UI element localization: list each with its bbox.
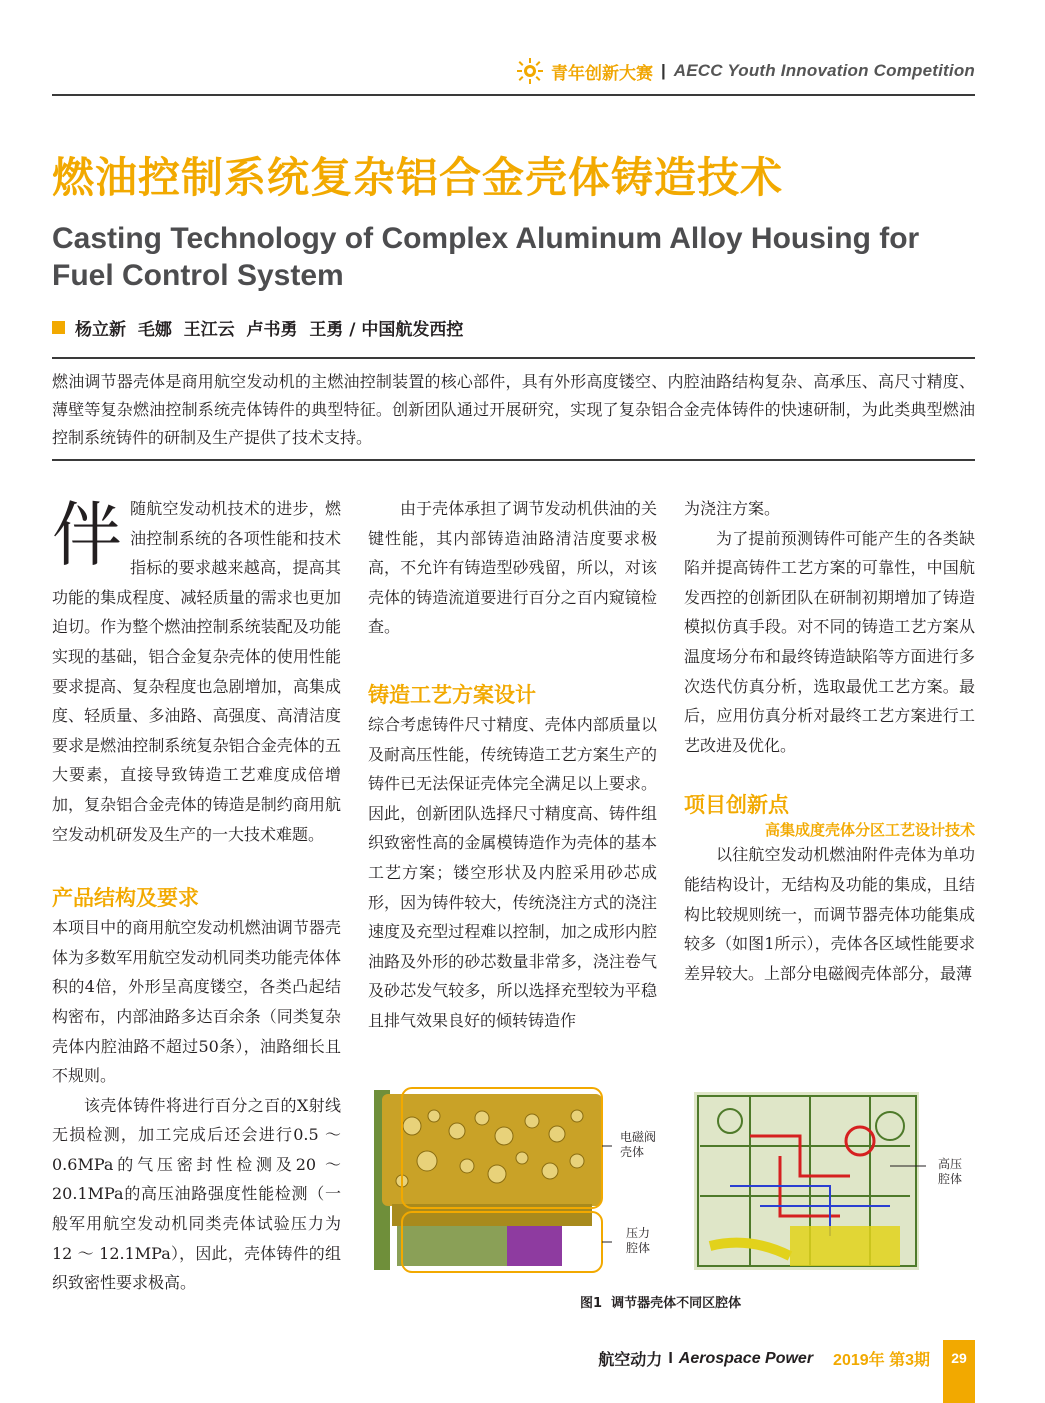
sun-logo-icon <box>517 58 543 84</box>
subheading-zoning-design: 高集成度壳体分区工艺设计技术 <box>764 821 975 840</box>
header-rule <box>52 94 975 96</box>
abstract: 燃油调节器壳体是商用航空发动机的主燃油控制装置的核心部件，具有外形高度镂空、内腔油路结构复杂、高承压、高尺寸精度、薄壁等复杂燃油控制系统壳体铸件的典型特征。创新团队通过开展研究，实现了复杂铝合金壳体铸件的快速研制，为此类典型燃油控制系统铸件的研制及生产提供了技术支持。 <box>52 372 975 447</box>
label-pressure-chamber: 压力 腔体 <box>626 1226 651 1255</box>
issue-info: 2019年 第3期 <box>833 1352 930 1369</box>
figure-housing-cad-left <box>372 1086 612 1276</box>
authors-line <box>52 315 463 340</box>
label-solenoid-housing: 电磁阀 壳体 <box>620 1130 657 1159</box>
paragraph: 综合考虑铸件尺寸精度、壳体内部质量以及耐高压性能，传统铸造工艺方案生产的铸件已无法保证壳体完全满足以上要求。因此，创新团队选择尺寸精度高、铸件组织致密性高的金属模铸造作为壳体的基本工艺方案；镂空形状及内腔采用砂芯成形，因为铸件较大，传统浇注方式的浇注速度及充型过程难以控制，加之成形内腔油路及外形的砂芯数量非常多，浇注卷气及砂芯发气较多，所以选择充型较为平稳且排气效果良好的倾转铸造作 <box>368 714 657 1030</box>
heading-product-structure: 产品结构及要求 <box>52 886 199 911</box>
paragraph: 由于壳体承担了调节发动机供油的关键性能，其内部铸造油路清洁度要求极高，不允许有铸造型砂残留，所以，对该壳体的铸造流道要进行百分之百内窥镜检查。 <box>368 499 657 637</box>
column-1 <box>52 494 341 1298</box>
page-number: 29 <box>943 1340 975 1403</box>
header-separator: | <box>660 61 666 80</box>
footer-separator: I <box>668 1349 673 1367</box>
paragraph: 该壳体铸件将进行百分之百的X射线无损检测，加工完成后还会进行0.5 ～ 0.6MPa的气压密封性检测及20 ～ 20.1MPa的高压油路强度性能检测（一般军用航空发动机同类壳体试验压力为12 ～ 12.1MPa），因此，壳体铸件的组织致密性要求极高。 <box>52 1095 341 1293</box>
paragraph: 以往航空发动机燃油附件壳体为单功能结构设计，无结构及功能的集成，且结构比较规则统一，而调节器壳体功能集成较多（如图1所示），壳体各区域性能要求差异较大。上部分电磁阀壳体部分，最薄 <box>684 845 975 983</box>
header-en: AECC Youth Innovation Competition <box>673 61 975 80</box>
section-header <box>517 58 975 84</box>
article-title-cn: 燃油控制系统复杂铝合金壳体铸造技术 <box>52 153 784 202</box>
journal-name-en: Aerospace Power <box>678 1349 814 1367</box>
authors: 杨立新 毛娜 王江云 卢书勇 王勇 / 中国航发西控 <box>75 320 464 340</box>
figure-caption: 图1 调节器壳体不同区腔体 <box>580 1296 742 1311</box>
page-footer <box>598 1347 930 1370</box>
housing-render-right <box>690 1086 926 1276</box>
abstract-bottom-rule <box>52 459 975 461</box>
heading-innovation: 项目创新点 <box>684 793 789 818</box>
housing-render-left <box>372 1086 612 1276</box>
article-title-en: Casting Technology of Complex Aluminum Alloy Housing for Fuel Control System <box>52 222 920 292</box>
abstract-top-rule <box>52 357 975 359</box>
paragraph: 为了提前预测铸件可能产生的各类缺陷并提高铸件工艺方案的可靠性，中国航发西控的创新团队在研制初期增加了铸造模拟仿真手段。对不同的铸造工艺方案从温度场分布和最终铸造缺陷等方面进行多次迭代仿真分析，选取最优工艺方案。最后，应用仿真分析对最终工艺方案进行工艺改进及优化。 <box>684 528 975 755</box>
heading-casting-process: 铸造工艺方案设计 <box>368 682 536 707</box>
label-high-pressure-chamber: 高压 腔体 <box>938 1157 963 1186</box>
column-2 <box>368 494 657 1036</box>
drop-cap: 伴 <box>52 494 122 576</box>
header-cn: 青年创新大赛 <box>550 63 653 83</box>
intro-paragraph: 伴随航空发动机技术的进步，燃油控制系统的各项性能和技术指标的要求越来越高，提高其功能的集成程度、减轻质量的需求也更加迫切。作为整个燃油控制系统装配及功能实现的基础，铝合金复杂壳体的使用性能要求提高、复杂程度也急剧增加，高集成度、轻质量、多油路、高强度、高清洁度要求是燃油控制系统复杂铝合金壳体的五大要素，直接导致铸造工艺难度成倍增加，复杂铝合金壳体的铸造是制约商用航空发动机研发及生产的一大技术难题。 <box>52 494 341 844</box>
figure-housing-cad-right <box>690 1086 926 1276</box>
paragraph: 为浇注方案。 <box>684 499 781 518</box>
journal-name-cn: 航空动力 <box>598 1352 663 1369</box>
column-3 <box>684 494 975 988</box>
bullet-square-icon <box>52 321 65 334</box>
paragraph: 本项目中的商用航空发动机燃油调节器壳体为多数军用航空发动机同类功能壳体体积的4倍，外形呈高度镂空，各类凸起结构密布，内部油路多达百余条（同类复杂壳体内腔油路不超过50条），油路细长且不规则。 <box>52 918 341 1086</box>
